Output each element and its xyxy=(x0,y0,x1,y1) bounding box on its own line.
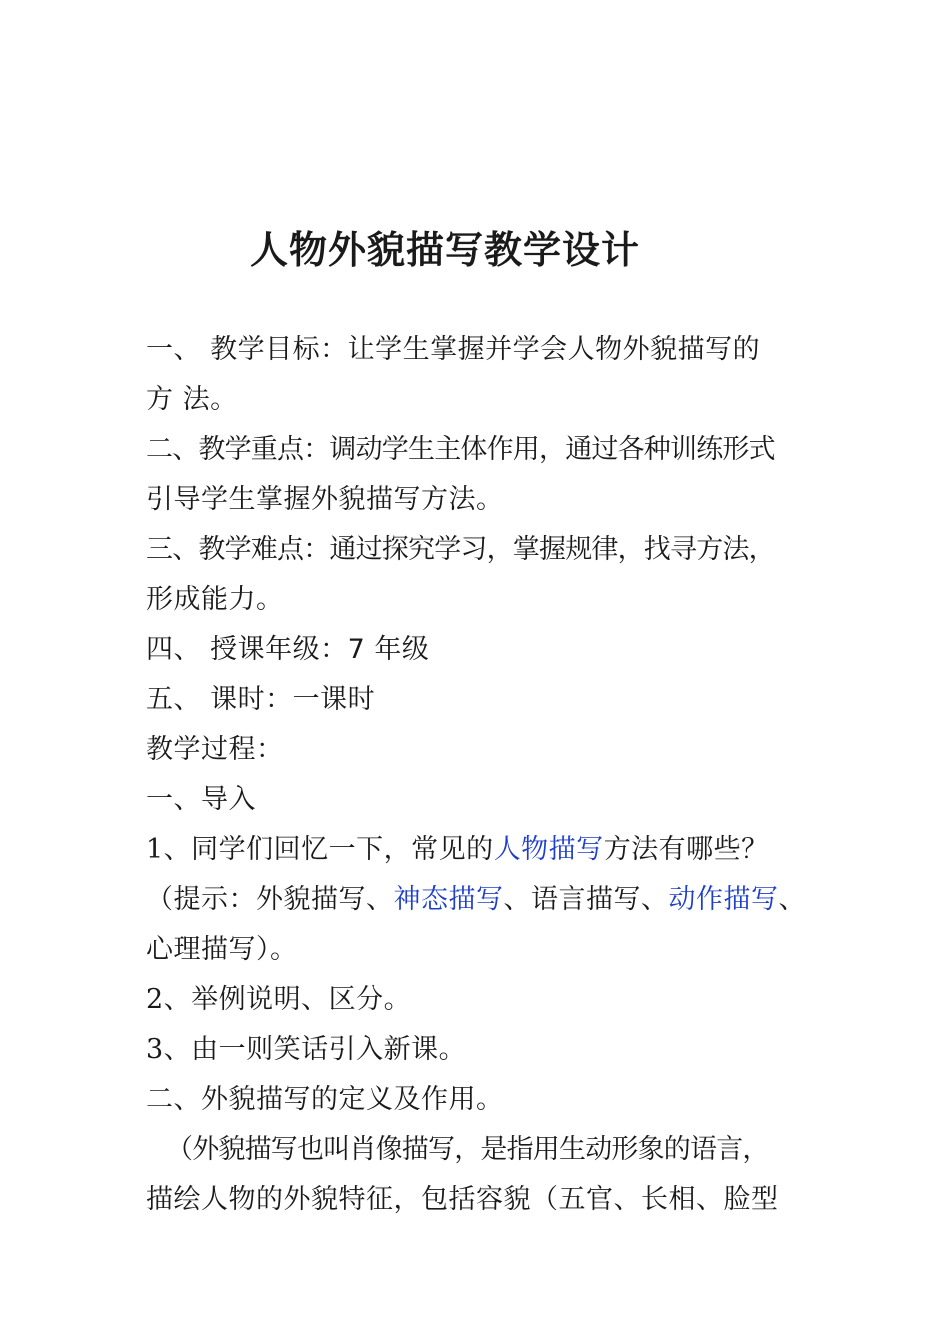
grade-unit: 年级 xyxy=(365,634,430,665)
line-key-points: 二、教学重点：调动学生主体作用，通过各种训练形式 xyxy=(146,434,775,465)
line-class-hours: 五、 课时：一课时 xyxy=(146,684,376,715)
line-teaching-goal: 一、 教学目标：让学生掌握并学会人物外貌描写的 xyxy=(146,334,761,365)
line-definition-text-cont: 描绘人物的外貌特征，包括容貌（五官、长相、脸型 xyxy=(146,1184,779,1215)
line-grade xyxy=(146,625,816,675)
line-teaching-goal-cont: 方 法。 xyxy=(146,384,238,415)
line-difficulties-cont: 形成能力。 xyxy=(146,584,284,615)
line-item-2: 2、举例说明、区分。 xyxy=(146,984,412,1015)
document-body xyxy=(146,325,816,1225)
line-item-1 xyxy=(146,825,816,875)
hint-text-a: （提示：外貌描写、 xyxy=(146,884,394,915)
line-process-heading: 教学过程： xyxy=(146,734,284,765)
item-1-text-b: 方法有哪些？ xyxy=(603,834,769,865)
line-section-intro: 一、导入 xyxy=(146,784,256,815)
link-action-description[interactable]: 动作描写 xyxy=(668,884,779,915)
line-difficulties: 三、教学难点：通过探究学习，掌握规律，找寻方法， xyxy=(146,534,775,565)
grade-label: 四、 授课年级： xyxy=(146,634,348,665)
line-key-points-cont: 引导学生掌握外貌描写方法。 xyxy=(146,484,504,515)
link-character-description[interactable]: 人物描写 xyxy=(493,834,604,865)
line-definition-text: （外貌描写也叫肖像描写，是指用生动形象的语言， xyxy=(166,1134,769,1165)
document-title: 人物外貌描写教学设计 xyxy=(249,227,640,272)
grade-number: 7 xyxy=(347,634,366,665)
link-expression-description[interactable]: 神态描写 xyxy=(393,884,504,915)
line-hint xyxy=(146,875,816,925)
hint-text-b: 、语言描写、 xyxy=(503,884,669,915)
line-item-3: 3、由一则笑话引入新课。 xyxy=(146,1034,467,1065)
line-section-definition: 二、外貌描写的定义及作用。 xyxy=(146,1084,504,1115)
item-1-text-a: 1、同学们回忆一下，常见的 xyxy=(146,834,494,865)
hint-text-c: 、 xyxy=(778,884,806,915)
line-hint-cont: 心理描写）。 xyxy=(146,934,298,965)
